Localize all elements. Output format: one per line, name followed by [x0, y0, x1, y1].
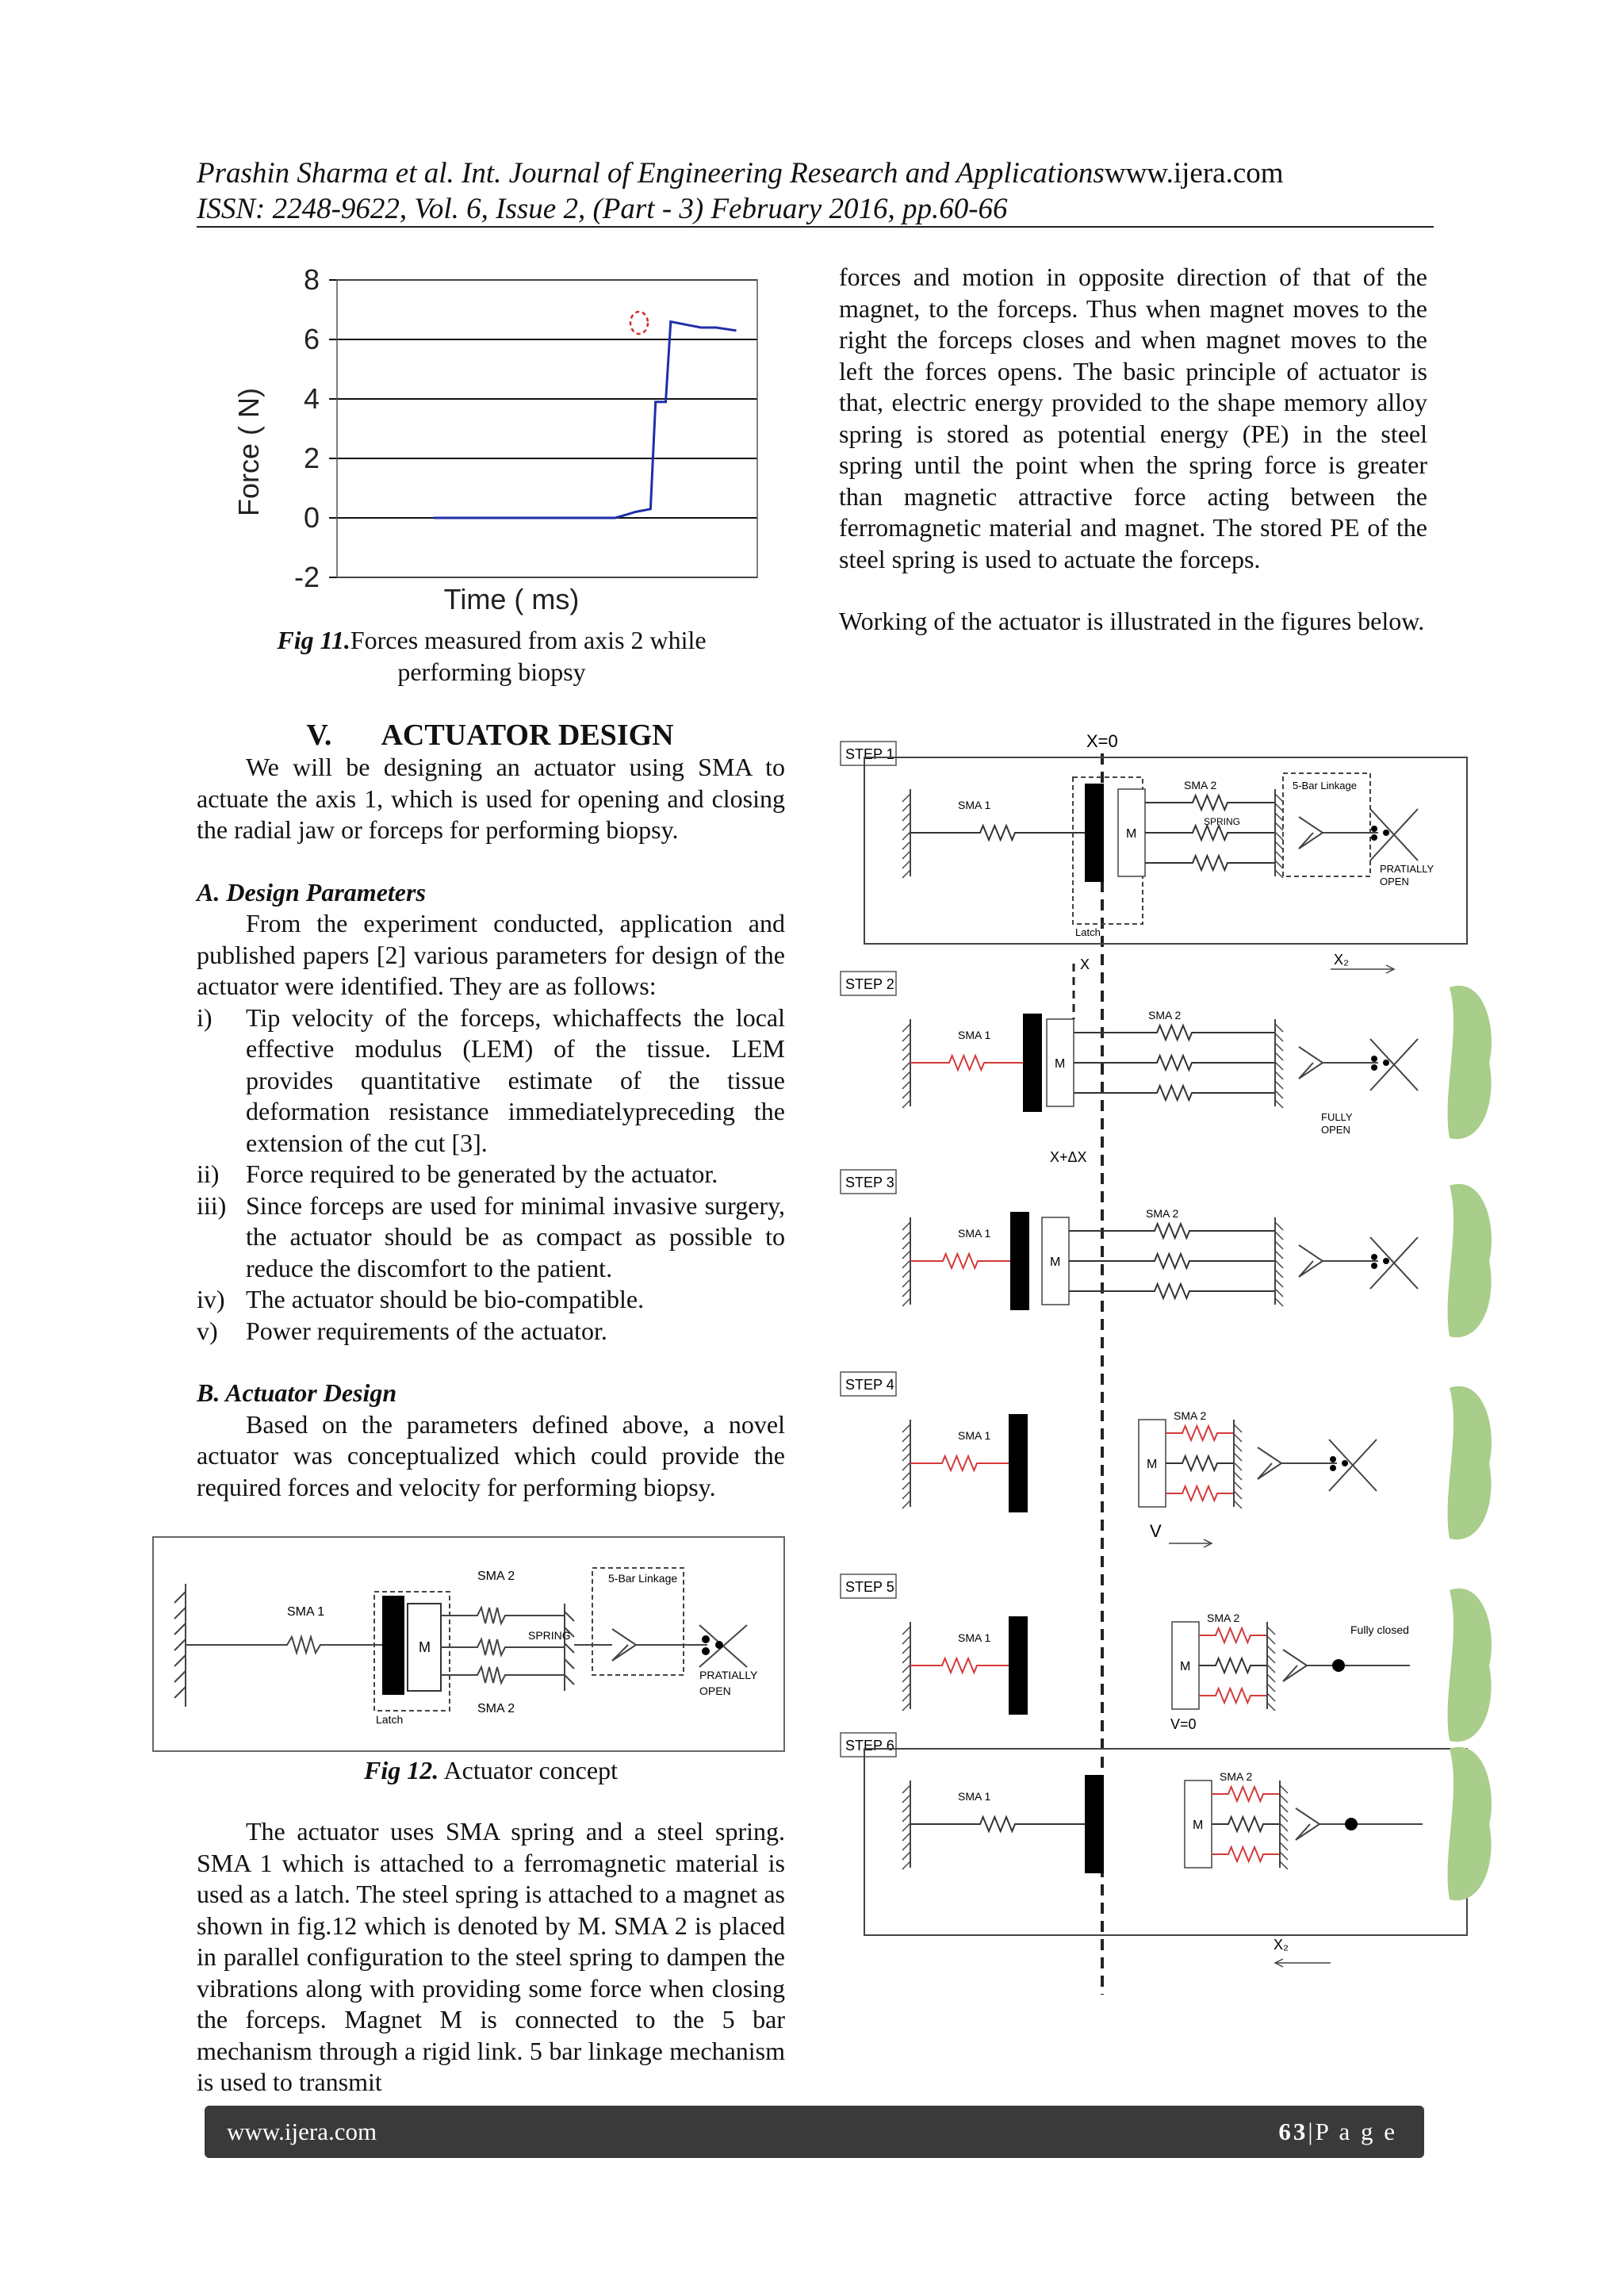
wall-hatch [902, 1024, 910, 1032]
right-col-continuation: forces and motion in opposite direction of that of the magnet, to the forceps. Thus when magnet moves to the right the forceps closes and when magnet moves to the left the forces opens. The basic principle of actuator is that, electric energy provided to the shape memory alloy spring is stored as potential energy (PE) in the steel spring until the point when the spring force is greater than magnetic attractive force acting between the ferromagnetic material and magnet. The stored PE of the steel spring is used to actuate the forceps. [839, 263, 1427, 573]
wall-hatch [1267, 1646, 1275, 1654]
linkage [1299, 1245, 1323, 1277]
pivot-dot [1371, 1254, 1377, 1260]
wall-hatch [1275, 1033, 1283, 1041]
fig11-caption: Fig 11.Forces measured from axis 2 while performing biopsy [277, 626, 707, 686]
wall-hatch [1275, 841, 1283, 849]
wall-hatch [902, 851, 910, 859]
wall-hatch [902, 1852, 910, 1860]
spring [1212, 1847, 1280, 1861]
wall-hatch [902, 1443, 910, 1451]
wall-hatch [902, 1795, 910, 1803]
wall-hatch [902, 1655, 910, 1663]
spring [1145, 795, 1275, 810]
wall-hatch [1267, 1655, 1275, 1663]
step-label: STEP 2 [845, 976, 894, 992]
tissue-lump [1448, 1184, 1492, 1337]
wall-hatch [902, 1674, 910, 1682]
parameter-item-text: Power requirements of the actuator. [246, 1316, 607, 1345]
wall-hatch [902, 1481, 910, 1489]
wall-hatch [1267, 1665, 1275, 1673]
wall-hatch [902, 1861, 910, 1869]
step-label: STEP 5 [845, 1579, 894, 1595]
spring [1199, 1688, 1267, 1703]
wall-hatch [902, 1043, 910, 1051]
spring [1199, 1628, 1267, 1642]
wall-hatch [1275, 1071, 1283, 1079]
wall-hatch [1275, 1052, 1283, 1060]
wall-hatch [902, 813, 910, 821]
y-axis-label: Force ( N) [232, 388, 265, 516]
label-magnet: M [1126, 827, 1137, 841]
parameter-list [197, 1002, 785, 1347]
working-intro: Working of the actuator is illustrated in the figures below. [839, 607, 1425, 635]
closed-jaw-dot [1345, 1818, 1358, 1830]
spring [910, 1254, 1010, 1268]
wall-hatch [1280, 1833, 1288, 1841]
y-tick-label: 2 [303, 442, 320, 474]
label-open: OPEN [1380, 876, 1409, 887]
wall-hatch [902, 1232, 910, 1240]
wall-hatch [902, 1052, 910, 1060]
parameter-item-number: ii) [197, 1159, 220, 1188]
label-v0: V=0 [1170, 1716, 1197, 1732]
spring [1069, 1224, 1275, 1238]
actuator-description: The actuator uses SMA spring and a steel spring. SMA 1 which is attached to a ferromagnetic material is used as a latch. The steel spring is attached to a magnet as shown in fig.12 which is denoted by M. SMA 2 is placed in parallel configuration to the steel spring to dampen the vibrations along with providing some force when closing the forceps. Magnet M is connected to the 5 bar mechanism through a rigid link. 5 bar linkage mechanism is used to transmit [197, 1817, 785, 2096]
wall-hatch [902, 1298, 910, 1306]
fig12-caption: Fig 12. Actuator concept [364, 1756, 618, 1784]
wall-hatch [1275, 1091, 1283, 1098]
wall-hatch [902, 794, 910, 802]
wall-hatch [1275, 1270, 1283, 1278]
label-open: OPEN [699, 1685, 731, 1697]
latch-block [1009, 1616, 1028, 1715]
wall-hatch [1275, 861, 1283, 868]
wall-hatch [902, 1804, 910, 1812]
wall-hatch [1275, 822, 1283, 830]
spring [1069, 1254, 1275, 1268]
wall-hatch [902, 1424, 910, 1432]
parameter-item [197, 1284, 785, 1316]
latch-block [1010, 1212, 1029, 1310]
header-line-1: Prashin Sharma et al. Int. Journal of Engineering Research and Applicationswww.ijera.com [197, 157, 1284, 190]
section-intro: We will be designing an actuator using SMA to actuate the axis 1, which is used for opening and closing the radial jaw or forceps for performing biopsy. [197, 753, 785, 844]
wall-hatch [902, 841, 910, 849]
wall-hatch [1280, 1804, 1288, 1812]
step-label: STEP 6 [845, 1738, 894, 1754]
linkage [1283, 1650, 1307, 1681]
ferromagnetic-latch [382, 1596, 404, 1695]
subheading-design-parameters: A. Design Parameters [197, 877, 426, 907]
wall-hatch [1275, 1232, 1283, 1240]
wall-hatch [1234, 1443, 1242, 1451]
wall-hatch [902, 1693, 910, 1701]
pivot-dot [1371, 1263, 1377, 1269]
label-sma2: SMA 2 [1148, 1009, 1182, 1022]
label-magnet: M [1055, 1057, 1066, 1071]
label-sma2: SMA 2 [1174, 1409, 1207, 1422]
spring [1212, 1817, 1280, 1831]
pivot-dot [1383, 1060, 1389, 1066]
wall-hatch [902, 822, 910, 830]
wall-hatch [902, 1501, 910, 1508]
wall-hatch [1267, 1703, 1275, 1711]
wall-hatch [902, 1434, 910, 1442]
header-rule [197, 226, 1434, 228]
wall-hatch [1275, 832, 1283, 840]
wall-hatch [1280, 1823, 1288, 1831]
force-series-line [434, 322, 737, 519]
wall-hatch [902, 1491, 910, 1499]
tissue-lump [1448, 1589, 1492, 1742]
wall-hatch [1275, 1062, 1283, 1070]
wall-hatch [902, 1785, 910, 1793]
wall-hatch [1275, 794, 1283, 802]
wall-hatch [1267, 1674, 1275, 1682]
label-sma1: SMA 1 [958, 1029, 991, 1041]
design-parameters-intro: From the experiment conducted, application and published papers [2] various parameters for design of the actuator were identified. They are as follows: [197, 909, 785, 1000]
wall-hatch [902, 1703, 910, 1711]
wall-hatch [1275, 870, 1283, 878]
pivot-dot [1371, 834, 1377, 841]
pivot-dot [1383, 1258, 1389, 1264]
label-latch: Latch [1075, 926, 1101, 938]
wall-hatch [1275, 1100, 1283, 1108]
label-spring: SPRING [528, 1629, 571, 1642]
label-fully-closed: Fully closed [1350, 1623, 1409, 1636]
parameter-item [197, 1159, 785, 1190]
wall-hatch [1280, 1814, 1288, 1822]
spring [1145, 856, 1275, 870]
label-open: OPEN [1321, 1124, 1350, 1136]
step-frame [864, 757, 1467, 944]
wall-hatch [902, 1279, 910, 1287]
wall-hatch [1267, 1636, 1275, 1644]
wall-hatch [902, 1462, 910, 1470]
pivot-dot [1330, 1465, 1336, 1471]
label-x2-top: X₂ [1334, 952, 1349, 968]
right-column-text [839, 262, 1427, 638]
wall-hatch [902, 1222, 910, 1230]
label-x0: X=0 [1086, 731, 1118, 751]
wall-hatch [1275, 1289, 1283, 1297]
wall-hatch [1234, 1453, 1242, 1461]
y-tick-label: 0 [303, 501, 320, 534]
spring [1166, 1426, 1234, 1440]
label-sma2: SMA 2 [1207, 1612, 1240, 1624]
wall-hatch [1267, 1693, 1275, 1701]
spring [1074, 1086, 1275, 1100]
latch-block [1023, 1014, 1042, 1112]
wall-hatch [1234, 1472, 1242, 1480]
step-label: STEP 3 [845, 1175, 894, 1190]
wall-hatch [1234, 1491, 1242, 1499]
parameter-item [197, 1002, 785, 1159]
label-partially: PRATIALLY [1380, 863, 1434, 875]
label-sma2-top: SMA 2 [477, 1570, 515, 1583]
wall-hatch [1275, 1081, 1283, 1089]
step-label: STEP 4 [845, 1377, 894, 1393]
tissue-lump [1448, 1386, 1492, 1539]
label-sma2-bottom: SMA 2 [477, 1702, 515, 1715]
wall-hatch [1275, 1279, 1283, 1287]
label-partially: PRATIALLY [699, 1669, 758, 1681]
label-sma1: SMA 1 [958, 1429, 991, 1442]
wall-hatch [902, 1646, 910, 1654]
wall-hatch [902, 1241, 910, 1249]
peak-annotation-circle [630, 312, 648, 334]
latch-block [1009, 1414, 1028, 1512]
label-v: V [1150, 1521, 1162, 1541]
y-tick-label: 6 [303, 323, 320, 355]
latch-block [1085, 784, 1104, 882]
wall-hatch [902, 1472, 910, 1480]
wall-hatch [1267, 1627, 1275, 1635]
wall-hatch [902, 1270, 910, 1278]
wall-hatch [902, 861, 910, 868]
wall-hatch [1275, 1222, 1283, 1230]
wall-hatch [902, 1071, 910, 1079]
wall-hatch [902, 1665, 910, 1673]
wall-hatch [1234, 1424, 1242, 1432]
label-sma2: SMA 2 [1220, 1770, 1253, 1783]
wall-hatch [1280, 1785, 1288, 1793]
wall-hatch [1280, 1795, 1288, 1803]
wall-hatch [902, 1636, 910, 1644]
wall-hatch [902, 1814, 910, 1822]
subheading-actuator-design: B. Actuator Design [197, 1378, 397, 1407]
wall-hatch [1275, 1260, 1283, 1268]
wall-hatch [902, 803, 910, 811]
parameter-item-text: Tip velocity of the forceps, whichaffects the local effective modulus (LEM) of the tissue. LEM provides quantitative estimate of the tissue deformation resistance immediatelypreceding the extension of the cut [3]. [246, 1002, 785, 1157]
pivot-dot [1383, 830, 1389, 836]
spring [910, 1456, 1009, 1470]
label-x-plus-dx: X+ΔX [1050, 1149, 1087, 1165]
label-sma1: SMA 1 [287, 1605, 325, 1619]
actuator-steps-figure [839, 730, 1505, 1999]
wall-hatch [1275, 813, 1283, 821]
linkage [1258, 1447, 1281, 1479]
linkage [1299, 817, 1323, 849]
wall-hatch [902, 1100, 910, 1108]
linkage [1296, 1808, 1320, 1840]
parameter-item-number: v) [197, 1316, 218, 1345]
closed-jaw-dot [1332, 1659, 1345, 1672]
parameter-item-number: i) [197, 1002, 213, 1032]
parameter-item [197, 1316, 785, 1347]
label-x: X [1080, 956, 1090, 972]
label-sma2: SMA 2 [1146, 1207, 1179, 1220]
wall-hatch [1275, 1043, 1283, 1051]
parameter-item [197, 1190, 785, 1285]
wall-hatch [1280, 1861, 1288, 1869]
label-magnet: M [1180, 1660, 1191, 1673]
label-sma1: SMA 1 [958, 1631, 991, 1644]
x-axis-label: Time ( ms) [443, 583, 580, 615]
spring [1166, 1456, 1234, 1470]
parameter-item-number: iii) [197, 1190, 227, 1220]
tissue-lump [1448, 1747, 1492, 1900]
fig12-actuator-concept-diagram [152, 1536, 785, 1752]
wall-hatch [1280, 1852, 1288, 1860]
label-magnet: M [419, 1639, 431, 1655]
wall-hatch [902, 1833, 910, 1841]
spring [1199, 1658, 1267, 1673]
wall-hatch [902, 1453, 910, 1461]
label-5-bar-linkage: 5-Bar Linkage [608, 1572, 678, 1585]
label-sma1: SMA 1 [958, 799, 991, 811]
spring [910, 1056, 1023, 1070]
parameter-item-text: Since forceps are used for minimal invasive surgery, the actuator should be as compact as possible to reduce the discomfort to the patient. [246, 1190, 785, 1282]
wall-hatch [1275, 1251, 1283, 1259]
wall-hatch [902, 1260, 910, 1268]
label-magnet: M [1050, 1255, 1061, 1269]
label-x2-bottom: X₂ [1274, 1937, 1289, 1953]
wall-hatch [1234, 1462, 1242, 1470]
y-tick-label: -2 [293, 561, 320, 593]
wall-hatch [1234, 1434, 1242, 1442]
wall-hatch [902, 1091, 910, 1098]
plot-area-border [337, 280, 757, 577]
running-header [197, 155, 1434, 227]
footer-url[interactable]: www.ijera.com [227, 2118, 377, 2145]
spring [1166, 1486, 1234, 1501]
page-footer [205, 2106, 1424, 2158]
label-sma1: SMA 1 [958, 1227, 991, 1240]
left-column-bottom-text [197, 1816, 785, 2099]
latch-block [1085, 1775, 1104, 1873]
spring [910, 1817, 1085, 1831]
pivot-dot [1330, 1456, 1336, 1462]
label-fully: FULLY [1321, 1111, 1353, 1123]
pivot-dot [1371, 1064, 1377, 1071]
linkage [1299, 1047, 1323, 1079]
label-5-bar-linkage: 5-Bar Linkage [1293, 780, 1357, 792]
label-latch: Latch [376, 1713, 404, 1726]
wall-hatch [902, 1251, 910, 1259]
left-column-text [197, 752, 785, 1503]
wall-hatch [902, 1289, 910, 1297]
wall-hatch [902, 1842, 910, 1850]
pivot-dot [1342, 1460, 1348, 1466]
pivot-dot [1371, 826, 1377, 832]
parameter-item-text: The actuator should be bio-compatible. [246, 1285, 645, 1313]
section-title: V. ACTUATOR DESIGN [306, 719, 674, 752]
wall-hatch [902, 870, 910, 878]
spring [910, 826, 1085, 840]
actuator-design-text: Based on the parameters defined above, a novel actuator was conceptualized which could provide the required forces and velocity for performing biopsy. [197, 1409, 785, 1501]
wall-hatch [1234, 1481, 1242, 1489]
wall-hatch [1234, 1501, 1242, 1508]
wall-hatch [1275, 1241, 1283, 1249]
wall-hatch [1275, 803, 1283, 811]
spring [1212, 1787, 1280, 1801]
tissue-lump [1448, 986, 1492, 1139]
header-line-2: ISSN: 2248-9622, Vol. 6, Issue 2, (Part - 3) February 2016, pp.60-66 [197, 193, 1008, 225]
wall-hatch [1275, 1298, 1283, 1306]
wall-hatch [1275, 1024, 1283, 1032]
wall-hatch [1280, 1842, 1288, 1850]
footer-page-number: 63|P a g e [1278, 2118, 1397, 2145]
label-sma2: SMA 2 [1184, 779, 1217, 792]
label-sma1: SMA 1 [958, 1790, 991, 1803]
label-magnet: M [1193, 1819, 1204, 1832]
wall-hatch [902, 1033, 910, 1041]
spring [1069, 1284, 1275, 1298]
wall-hatch [902, 832, 910, 840]
y-tick-label: 4 [303, 382, 320, 415]
header-url[interactable]: www.ijera.com [1104, 157, 1284, 190]
wall-hatch [902, 1627, 910, 1635]
parameter-item-text: Force required to be generated by the actuator. [246, 1159, 718, 1188]
label-spring: SPRING [1204, 816, 1241, 827]
pivot-dot [1371, 1056, 1377, 1062]
spring [1074, 1056, 1275, 1070]
y-tick-label: 8 [303, 263, 320, 296]
step-frame [864, 1749, 1467, 1935]
spring [1074, 1025, 1275, 1040]
wall-hatch [902, 1823, 910, 1831]
spring [1145, 826, 1275, 840]
wall-hatch [902, 1081, 910, 1089]
fig11-chart [230, 258, 769, 619]
wall-hatch [1267, 1684, 1275, 1692]
step-label: STEP 1 [845, 746, 894, 762]
wall-hatch [902, 1062, 910, 1070]
spring [910, 1658, 1009, 1673]
parameter-item-number: iv) [197, 1285, 225, 1313]
wall-hatch [1275, 851, 1283, 859]
wall-hatch [902, 1684, 910, 1692]
label-magnet: M [1147, 1458, 1158, 1471]
